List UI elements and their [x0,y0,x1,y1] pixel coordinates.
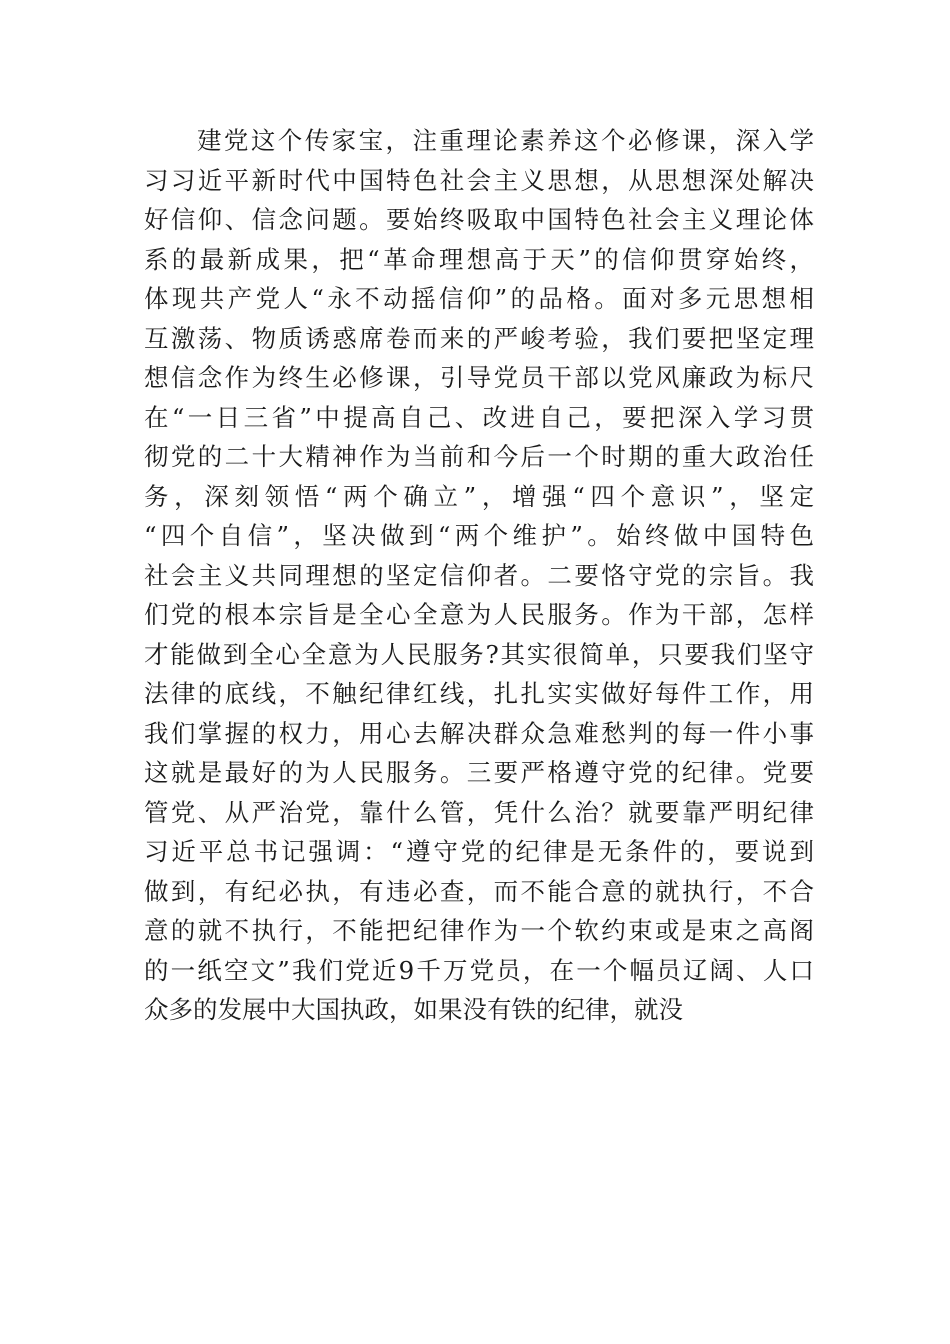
body-text [144,121,814,1030]
text-line: 在“一日三省”中提高自己、改进自己，要把深入学习贯 [144,402,814,432]
text-line: 法律的底线，不触纪律红线，扎扎实实做好每件工作，用 [144,679,814,708]
text-line: 互激荡、物质诱惑席卷而来的严峻考验，我们要把坚定理 [144,323,814,353]
text-line: 这就是最好的为人民服务。三要严格遵守党的纪律。党要 [144,758,814,787]
text-line: 的一纸空文”我们党近9千万党员，在一个幅员辽阔、人口 [144,955,814,985]
text-line: 体现共产党人“永不动摇信仰”的品格。面对多元思想相 [144,284,814,313]
text-line: 习习近平新时代中国特色社会主义思想，从思想深处解决 [144,165,814,195]
text-line: 做到，有纪必执，有违必查，而不能合意的就执行，不合 [144,876,814,906]
text-line: 好信仰、信念问题。要始终吸取中国特色社会主义理论体 [144,205,814,234]
text-line: “四个自信”，坚决做到“两个维护”。始终做中国特色 [144,521,814,550]
text-line: 系的最新成果，把“革命理想高于天”的信仰贯穿始终， [144,244,814,274]
text-line: 众多的发展中大国执政，如果没有铁的纪律，就没 [144,995,683,1024]
text-line: 们党的根本宗旨是全心全意为人民服务。作为干部，怎样 [144,600,814,629]
text-line: 社会主义共同理想的坚定信仰者。二要恪守党的宗旨。我 [144,560,814,590]
text-line: 我们掌握的权力，用心去解决群众急难愁判的每一件小事 [144,718,814,748]
text-line: 管党、从严治党，靠什么管，凭什么治？就要靠严明纪律 [144,797,814,827]
text-line: 务，深刻领悟“两个确立”，增强“四个意识”，坚定 [144,481,814,511]
text-line: 意的就不执行，不能把纪律作为一个软约束或是束之高阁 [144,916,814,945]
text-line: 习近平总书记强调：“遵守党的纪律是无条件的，要说到 [144,837,814,866]
text-line: 建党这个传家宝，注重理论素养这个必修课，深入学 [197,126,814,155]
text-line: 才能做到全心全意为人民服务?其实很简单，只要我们坚守 [144,639,814,669]
text-line: 想信念作为终生必修课，引导党员干部以党风廉政为标尺 [144,363,814,392]
text-line: 彻党的二十大精神作为当前和今后一个时期的重大政治任 [144,442,814,471]
